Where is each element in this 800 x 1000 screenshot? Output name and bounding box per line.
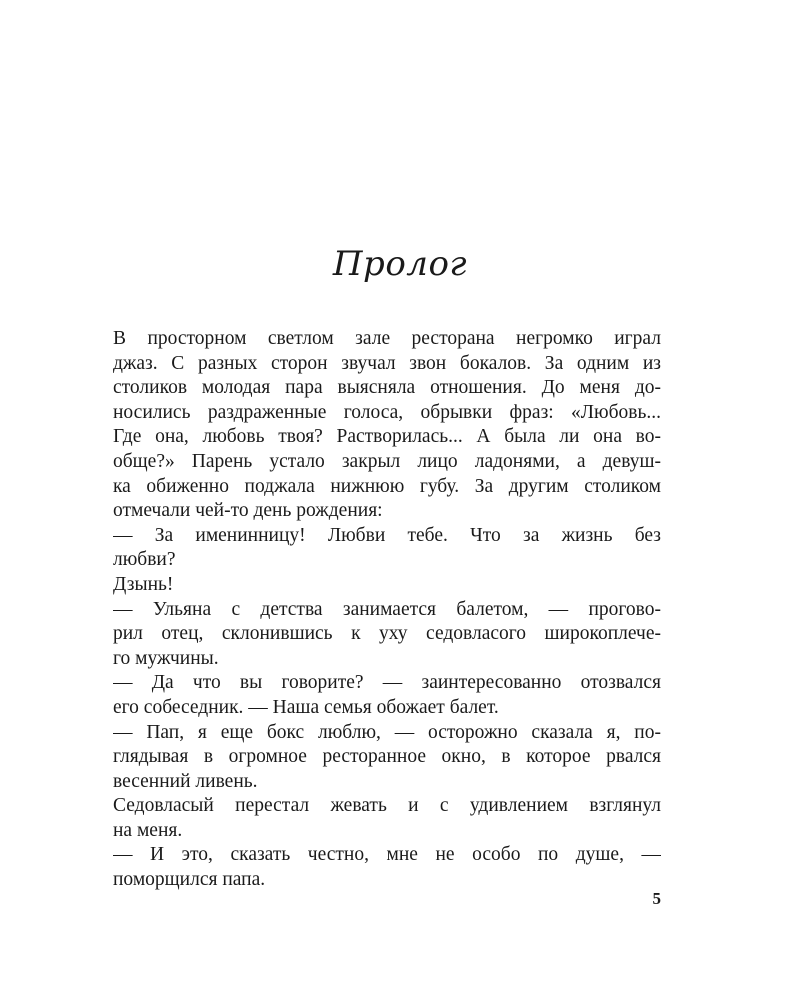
text-line: столиков молодая пара выясняла отношения. До меня до- (113, 377, 661, 399)
text-line: — Ульяна с детства занимается балетом, — прогово- (113, 598, 661, 620)
chapter-title: Пролог (332, 244, 468, 284)
text-line: — Да что вы говорите? — заинтересованно отозвался (113, 672, 661, 694)
text-line: обще?» Парень устало закрыл лицо ладонями, а девуш- (113, 450, 661, 472)
text-line: носились раздраженные голоса, обрывки фраз: «Любовь... (113, 401, 661, 423)
text-line: любви? (113, 549, 176, 571)
text-line: рил отец, склонившись к уху седовласого широкоплече- (113, 623, 661, 645)
text-line: — И это, сказать честно, мне не особо по душе, — (113, 844, 661, 866)
text-line: Дзынь! (113, 573, 174, 595)
text-line: джаз. С разных сторон звучал звон бокалов. За одним из (113, 352, 661, 374)
text-line: его собеседник. — Наша семья обожает балет. (113, 696, 499, 718)
text-line: поморщился папа. (113, 869, 266, 891)
text-line: — За именинницу! Любви тебе. Что за жизнь без (113, 524, 661, 546)
text-line: — Пап, я еще бокс люблю, — осторожно сказала я, по- (113, 721, 661, 743)
text-line: отмечали чей-то день рождения: (113, 500, 383, 522)
text-line: Где она, любовь твоя? Растворилась... А была ли она во- (113, 426, 661, 448)
text-line: на меня. (113, 819, 183, 841)
page-number: 5 (652, 889, 661, 908)
text-line: ка обиженно поджала нижнюю губу. За другим столиком (113, 475, 661, 497)
text-line: весенний ливень. (113, 770, 258, 792)
text-line: Седовласый перестал жевать и с удивлением взглянул (113, 795, 661, 817)
text-line: глядывая в огромное ресторанное окно, в которое рвался (113, 746, 661, 768)
text-line: В просторном светлом зале ресторана негромко играл (113, 328, 661, 349)
text-line: го мужчины. (113, 647, 219, 669)
body-text (113, 327, 661, 893)
